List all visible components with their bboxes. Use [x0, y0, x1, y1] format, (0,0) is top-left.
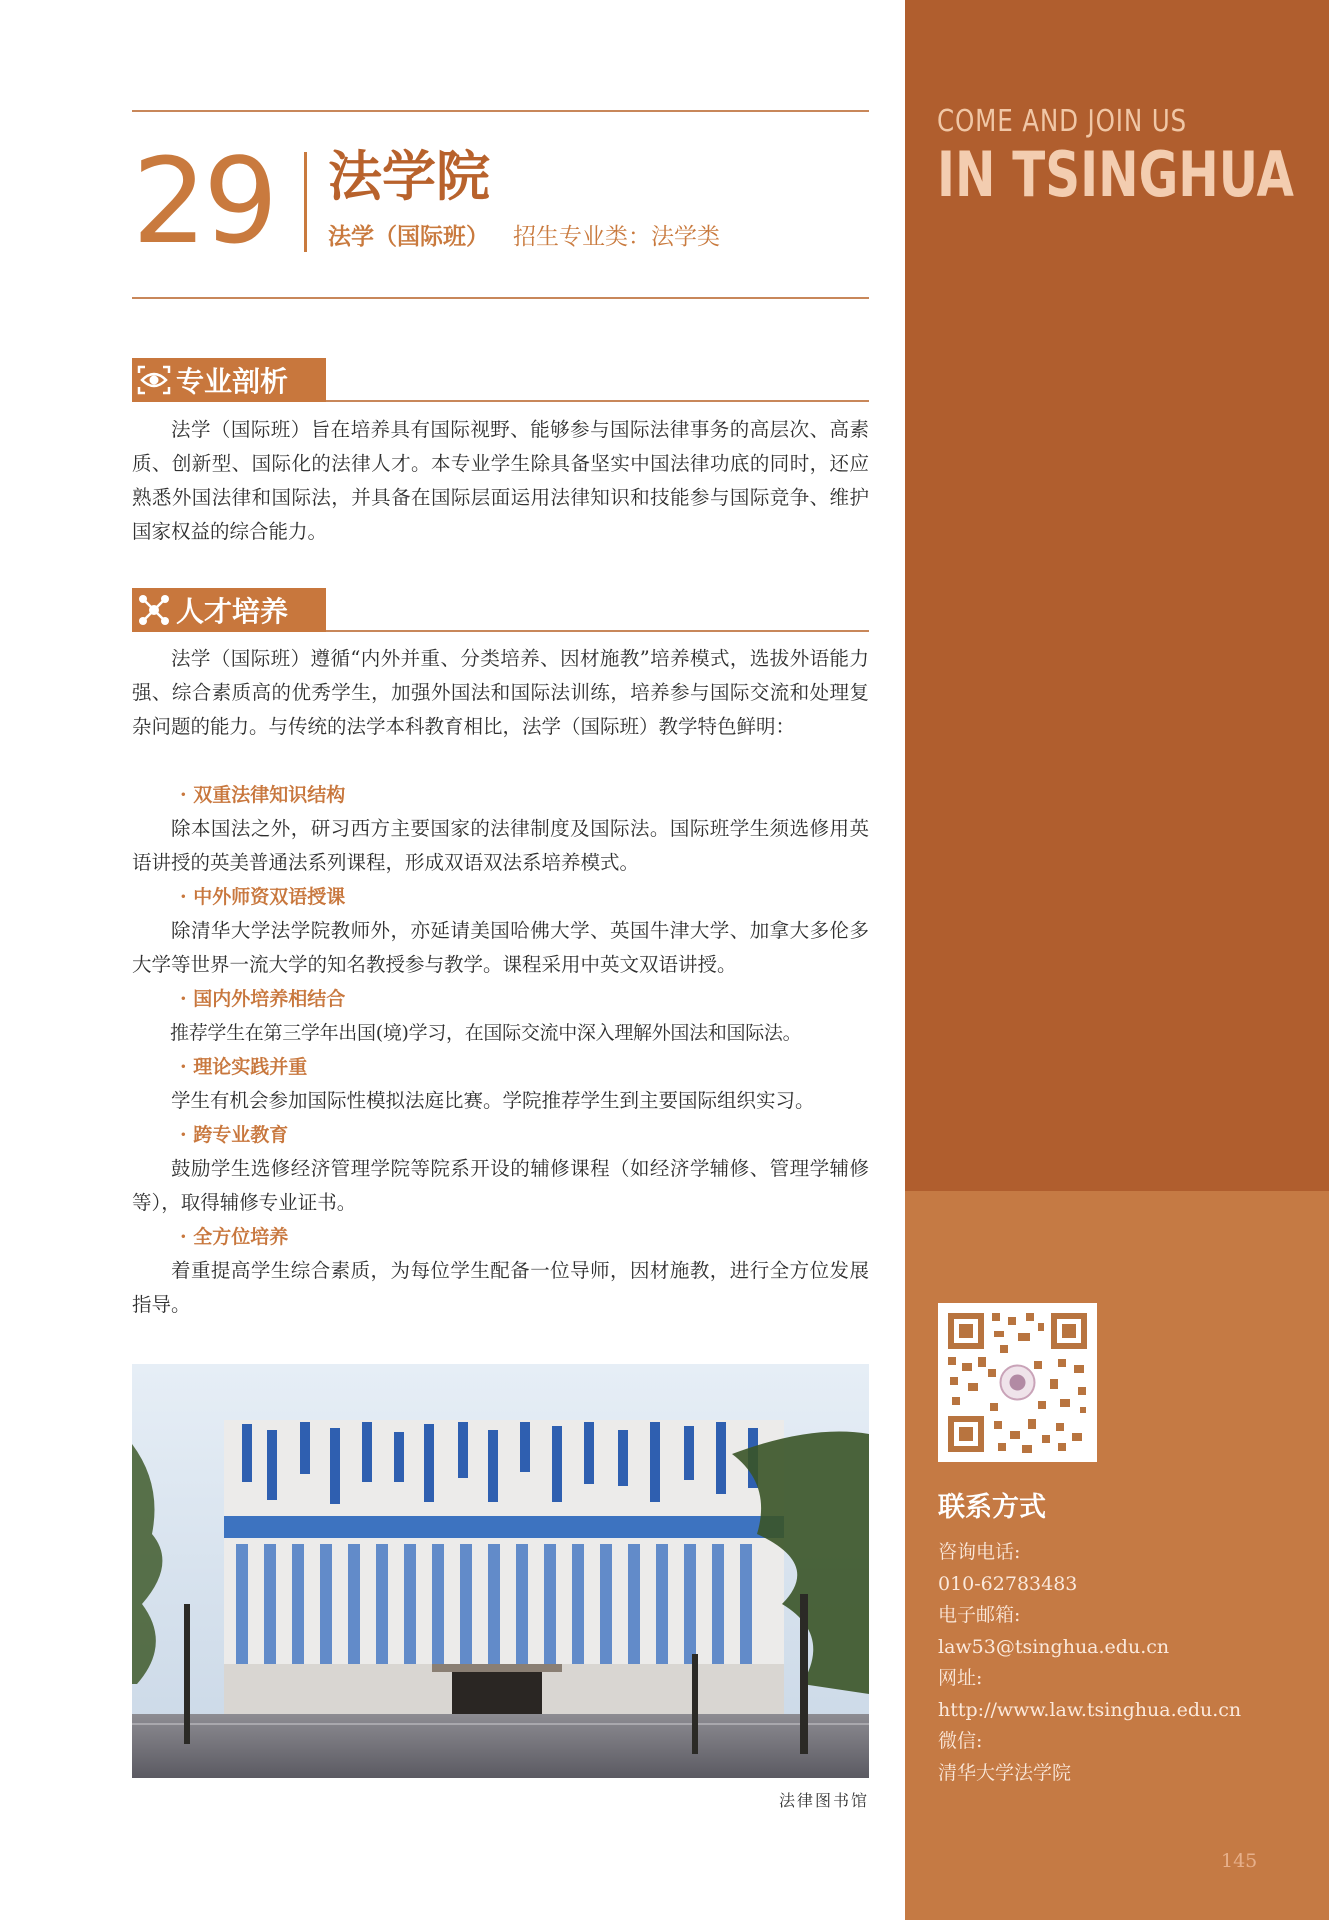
- analysis-paragraph: 法学（国际班）旨在培养具有国际视野、能够参与国际法律事务的高层次、高素质、创新型、国际化的法律人才。本专业学生除具备坚实中国法律功底的同时，还应熟悉外国法律和国际法，并具备在国际层面运用法律知识和技能参与国际竞争、维护国家权益的综合能力。: [132, 418, 869, 543]
- page-number: 145: [1221, 1850, 1258, 1872]
- email-address: law53@tsinghua.edu.cn: [938, 1635, 1170, 1658]
- wechat-account: 清华大学法学院: [938, 1761, 1072, 1784]
- main-column: [132, 0, 869, 1920]
- program-name: 法学（国际班）: [328, 224, 489, 250]
- feature-title: · 全方位培养: [180, 1226, 289, 1248]
- library-photo: [132, 1364, 869, 1778]
- website-label: 网址:: [938, 1667, 983, 1689]
- phone-label: 咨询电话:: [938, 1541, 1021, 1563]
- tagline-big: IN TSINGHUA: [937, 138, 1294, 211]
- section-rule: [326, 630, 869, 632]
- tagline-small: COME AND JOIN US: [937, 104, 1187, 139]
- email-label: 电子邮箱:: [938, 1604, 1021, 1626]
- section-title: 专业剖析: [176, 365, 289, 398]
- header-bottom-rule: [132, 297, 869, 299]
- section-title: 人才培养: [176, 595, 289, 628]
- chapter-number: 29: [132, 132, 275, 270]
- section-tab: [132, 358, 326, 402]
- library-building-illustration: [132, 1364, 869, 1778]
- feature-text: 除本国法之外，研习西方主要国家的法律制度及国际法。国际班学生须选修用英语讲授的英美普通法系列课程，形成双语双法系培养模式。: [132, 817, 869, 874]
- contact-title: 联系方式: [938, 1492, 1046, 1523]
- qr-code: [938, 1303, 1097, 1462]
- sidebar-bottom: [905, 1191, 1329, 1920]
- page-subtitle: [328, 222, 720, 252]
- feature-title: · 跨专业教育: [180, 1124, 289, 1146]
- wechat-label: 微信:: [938, 1730, 983, 1752]
- section-rule: [326, 400, 869, 402]
- training-intro: 法学（国际班）遵循“内外并重、分类培养、因材施教”培养模式，选拔外语能力强、综合素质高的优秀学生，加强外国法和国际法训练，培养参与国际交流和处理复杂问题的能力。与传统的法学本科教育相比，法学（国际班）教学特色鲜明：: [132, 647, 869, 738]
- sidebar-top: [905, 0, 1329, 1191]
- enrollment-category: 招生专业类：法学类: [513, 224, 720, 250]
- feature-title: · 国内外培养相结合: [180, 988, 346, 1010]
- section-heading-training: [132, 588, 869, 632]
- page-title: 法学院: [328, 145, 490, 208]
- phone-number: 010-62783483: [938, 1572, 1078, 1595]
- feature-title: · 理论实践并重: [180, 1056, 308, 1078]
- feature-text: 着重提高学生综合素质，为每位学生配备一位导师，因材施教，进行全方位发展指导。: [132, 1259, 869, 1316]
- website-url: http://www.law.tsinghua.edu.cn: [938, 1698, 1242, 1721]
- section-heading-analysis: [132, 358, 869, 402]
- section-tab: [132, 588, 326, 632]
- title-divider: [304, 152, 307, 252]
- people-network-icon: [132, 594, 176, 626]
- feature-title: · 双重法律知识结构: [180, 784, 346, 806]
- feature-text: 学生有机会参加国际性模拟法庭比赛。学院推荐学生到主要国际组织实习。: [171, 1089, 815, 1112]
- feature-text: 除清华大学法学院教师外，亦延请美国哈佛大学、英国牛津大学、加拿大多伦多大学等世界一流大学的知名教授参与教学。课程采用中英文双语讲授。: [132, 919, 869, 976]
- contact-info: [938, 1537, 1241, 1789]
- feature-text: 鼓励学生选修经济管理学院等院系开设的辅修课程（如经济学辅修、管理学辅修等），取得辅修专业证书。: [132, 1157, 869, 1214]
- photo-caption: 法律图书馆: [778, 1791, 869, 1810]
- top-rule: [132, 110, 869, 112]
- feature-title: · 中外师资双语授课: [180, 886, 346, 908]
- feature-text: 推荐学生在第三学年出国(境)学习，在国际交流中深入理解外国法和国际法。: [170, 1022, 802, 1044]
- eye-icon: [132, 365, 176, 395]
